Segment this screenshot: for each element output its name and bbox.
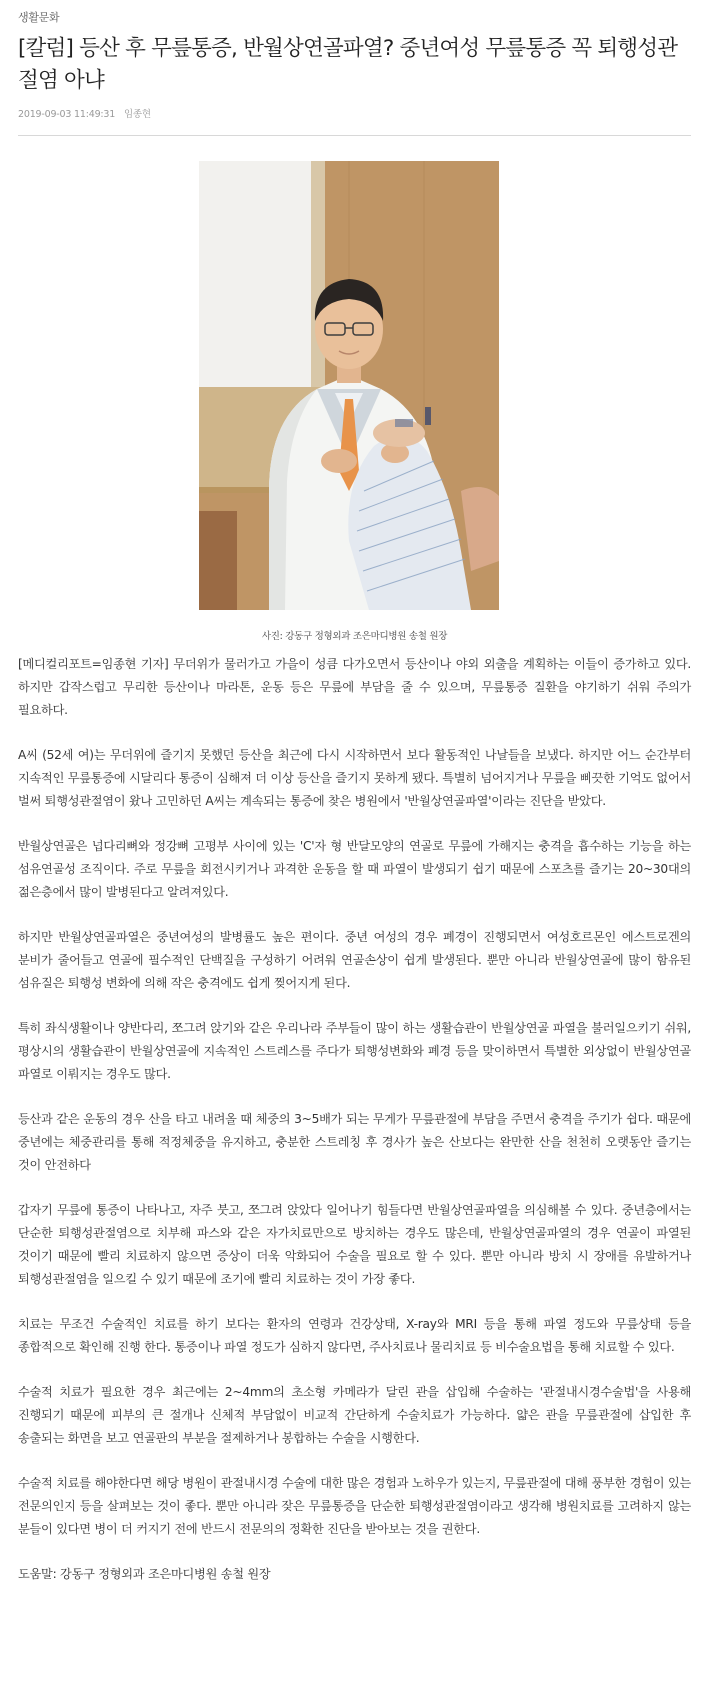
paragraph: 수술적 치료를 해야한다면 해당 병원이 관절내시경 수술에 대한 많은 경험과 노하우가 있는지, 무릎관절에 대해 풍부한 경험이 있는 전문의인지 등을 살펴보는 것이 좋다. 뿐만 아니라 잦은 무릎통증을 단순한 퇴행성관절염이라고 생각해 병원치료를 고려하지 않는 분들이 있다면 병이 더 커지기 전에 반드시 전문의의 정확한 진단을 받아보는 것을 권한다. bbox=[18, 1476, 691, 1536]
paragraph: 하지만 반월상연골파열은 중년여성의 발병률도 높은 편이다. 중년 여성의 경우 폐경이 진행되면서 여성호르몬인 에스트로겐의 분비가 줄어들고 연골에 필수적인 단백질을 구성하기 어려워 연골손상이 쉽게 발생된다. 뿐만 아니라 반월상연골에 많이 함유된 섬유질은 퇴행성 변화에 의해 작은 충격에도 쉽게 찢어지게 된다. bbox=[18, 930, 691, 990]
article-photo bbox=[199, 161, 499, 610]
paragraph: 치료는 무조건 수술적인 치료를 하기 보다는 환자의 연령과 건강상태, X-ray와 MRI 등을 통해 파열 정도와 무릎상태 등을 종합적으로 확인해 진행 한다. 통증이나 파열 정도가 심하지 않다면, 주사치료나 물리치료 등 비수술요법을 통해 치료할 수 있다. bbox=[18, 1317, 691, 1354]
paragraph: 특히 좌식생활이나 양반다리, 쪼그려 앉기와 같은 우리나라 주부들이 많이 하는 생활습관이 반월상연골 파열을 불러일으키기 쉬워, 평상시의 생활습관이 반월상연골에 지속적인 스트레스를 주다가 퇴행성변화와 폐경 등을 맞이하면서 특별한 외상없이 반월상연골 파열로 이뤄지는 경우도 많다. bbox=[18, 1021, 691, 1081]
paragraph: 수술적 치료가 필요한 경우 최근에는 2~4mm의 초소형 카메라가 달린 관을 삽입해 수술하는 '관절내시경수술법'을 사용해 진행되기 때문에 피부의 큰 절개나 신체적 부담없이 비교적 간단하게 수술치료가 가능하다. 얇은 관을 무릎관절에 삽입한 후 송출되는 화면을 보고 연골판의 부분을 절제하거나 봉합하는 수술을 시행한다. bbox=[18, 1385, 691, 1445]
paragraph: 갑자기 무릎에 통증이 나타나고, 자주 붓고, 쪼그려 앉았다 일어나기 힘들다면 반월상연골파열을 의심해볼 수 있다. 중년층에서는 단순한 퇴행성관절염으로 치부해 파스와 같은 자가치료만으로 방치하는 경우도 많은데, 반월상연골파열의 경우 연골이 파열된 것이기 때문에 빨리 치료하지 않으면 증상이 더욱 악화되어 수술을 필요로 할 수 있다. 뿐만 아니라 방치 시 장애를 유발하거나 퇴행성관절염을 일으킬 수 있기 때문에 조기에 빨리 치료하는 것이 가장 좋다. bbox=[18, 1203, 691, 1286]
article-meta bbox=[18, 106, 151, 120]
category-label[interactable]: 생활문화 bbox=[18, 11, 60, 24]
paragraph: [메디컬리포트=임종현 기자] 무더위가 물러가고 가을이 성큼 다가오면서 등산이나 야외 외출을 계획하는 이들이 증가하고 있다. 하지만 갑작스럽고 무리한 등산이나 마라톤, 운동 등은 무릎에 부담을 줄 수 있으며, 무릎통증 질환을 야기하기 쉬워 주의가 필요하다. bbox=[18, 657, 691, 717]
paragraph: A씨 (52세 여)는 무더위에 즐기지 못했던 등산을 최근에 다시 시작하면서 보다 활동적인 나날들을 보냈다. 하지만 어느 순간부터 지속적인 무릎통증에 시달리다 통증이 심해져 더 이상 등산을 즐기지 못하게 됐다. 특별히 넘어지거나 무릎을 삐끗한 기억도 없어서 벌써 퇴행성관절염이 왔나 고민하던 A씨는 계속되는 통증에 찾은 병원에서 '반월상연골파열'이라는 진단을 받았다. bbox=[18, 748, 691, 808]
paragraph: 반월상연골은 넙다리뼈와 정강뼈 고평부 사이에 있는 'C'자 형 반달모양의 연골로 무릎에 가해지는 충격을 흡수하는 기능을 하는 섬유연골성 조직이다. 주로 무릎을 회전시키거나 과격한 운동을 할 때 파열이 발생되기 쉽기 때문에 스포츠를 즐기는 20~30대의 젊은층에서 많이 발병된다고 알려져있다. bbox=[18, 839, 691, 899]
header-divider bbox=[18, 135, 691, 136]
article-author[interactable]: 임종현 bbox=[123, 109, 151, 120]
article-date: 2019-09-03 11:49:31 bbox=[18, 109, 116, 120]
photo-caption: 사진: 강동구 정형외과 조은마디병원 송철 원장 bbox=[261, 631, 448, 642]
paragraph: 등산과 같은 운동의 경우 산을 타고 내려올 때 체중의 3~5배가 되는 무게가 무릎관절에 부담을 주면서 충격을 주기가 쉽다. 때문에 중년에는 체중관리를 통해 적정체중을 유지하고, 충분한 스트레칭 후 경사가 높은 산보다는 완만한 산을 천천히 오랫동안 즐기는 것이 안전하다 bbox=[18, 1112, 691, 1172]
source-credit: 도움말: 강동구 정형외과 조은마디병원 송철 원장 bbox=[18, 1567, 271, 1581]
article-body bbox=[18, 653, 691, 1586]
article-title: [칼럼] 등산 후 무릎통증, 반월상연골파열? 중년여성 무릎통증 꼭 퇴행성관절염 아냐 bbox=[18, 36, 678, 93]
